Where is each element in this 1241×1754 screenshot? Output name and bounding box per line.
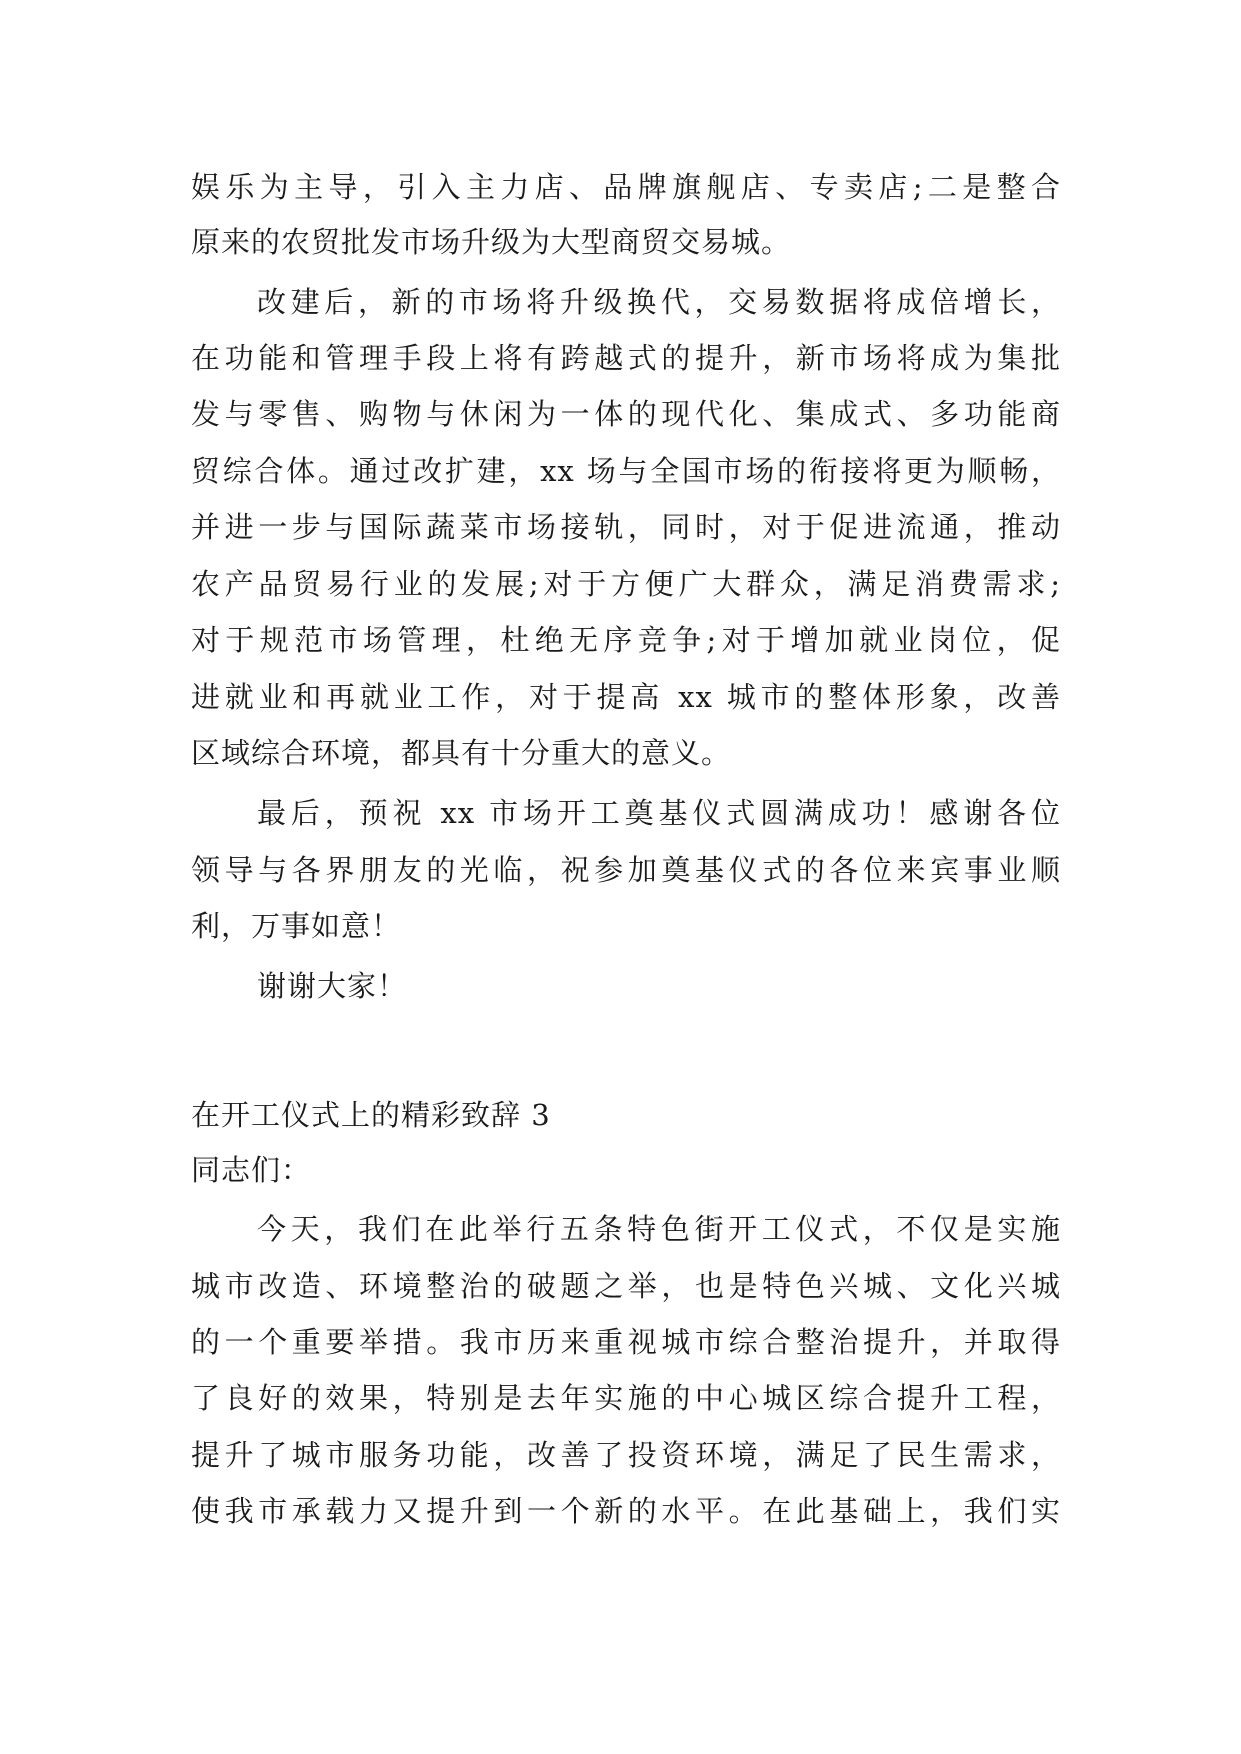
paragraph-line: 并进一步与国际蔬菜市场接轨，同时，对于促进流通，推动 xyxy=(191,510,1061,544)
section-heading: 在开工仪式上的精彩致辞 3 xyxy=(191,1098,551,1132)
paragraph-line: 今天，我们在此举行五条特色街开工仪式，不仅是实施 xyxy=(257,1212,1061,1246)
paragraph-line: 在功能和管理手段上将有跨越式的提升，新市场将成为集批 xyxy=(191,341,1061,375)
salutation: 同志们： xyxy=(191,1153,312,1187)
paragraph-line: 的一个重要举措。我市历来重视城市综合整治提升，并取得 xyxy=(191,1325,1061,1359)
paragraph-line: 发与零售、购物与休闲为一体的现代化、集成式、多功能商 xyxy=(191,397,1061,431)
paragraph-line: 了良好的效果，特别是去年实施的中心城区综合提升工程， xyxy=(191,1381,1061,1415)
paragraph-line: 提升了城市服务功能，改善了投资环境，满足了民生需求， xyxy=(191,1438,1061,1472)
paragraph-line: 最后，预祝 xx 市场开工奠基仪式圆满成功！感谢各位 xyxy=(257,796,1061,830)
paragraph-line: 使我市承载力又提升到一个新的水平。在此基础上，我们实 xyxy=(191,1494,1061,1528)
paragraph-line: 改建后，新的市场将升级换代，交易数据将成倍增长， xyxy=(257,285,1061,319)
paragraph-line: 城市改造、环境整治的破题之举，也是特色兴城、文化兴城 xyxy=(191,1269,1061,1303)
paragraph-line: 区域综合环境，都具有十分重大的意义。 xyxy=(191,736,732,770)
paragraph-line: 娱乐为主导，引入主力店、品牌旗舰店、专卖店;二是整合 xyxy=(191,170,1061,204)
paragraph-line: 进就业和再就业工作，对于提高 xx 城市的整体形象，改善 xyxy=(191,680,1061,714)
paragraph-line: 贸综合体。通过改扩建，xx 场与全国市场的衔接将更为顺畅， xyxy=(191,454,1061,488)
paragraph-line: 利，万事如意！ xyxy=(191,909,402,943)
paragraph-line: 原来的农贸批发市场升级为大型商贸交易城。 xyxy=(191,225,792,259)
paragraph-line: 领导与各界朋友的光临，祝参加奠基仪式的各位来宾事业顺 xyxy=(191,853,1061,887)
paragraph-line: 谢谢大家！ xyxy=(257,969,408,1003)
paragraph-line: 农产品贸易行业的发展;对于方便广大群众，满足消费需求; xyxy=(191,567,1061,601)
paragraph-line: 对于规范市场管理，杜绝无序竞争;对于增加就业岗位，促 xyxy=(191,623,1061,657)
